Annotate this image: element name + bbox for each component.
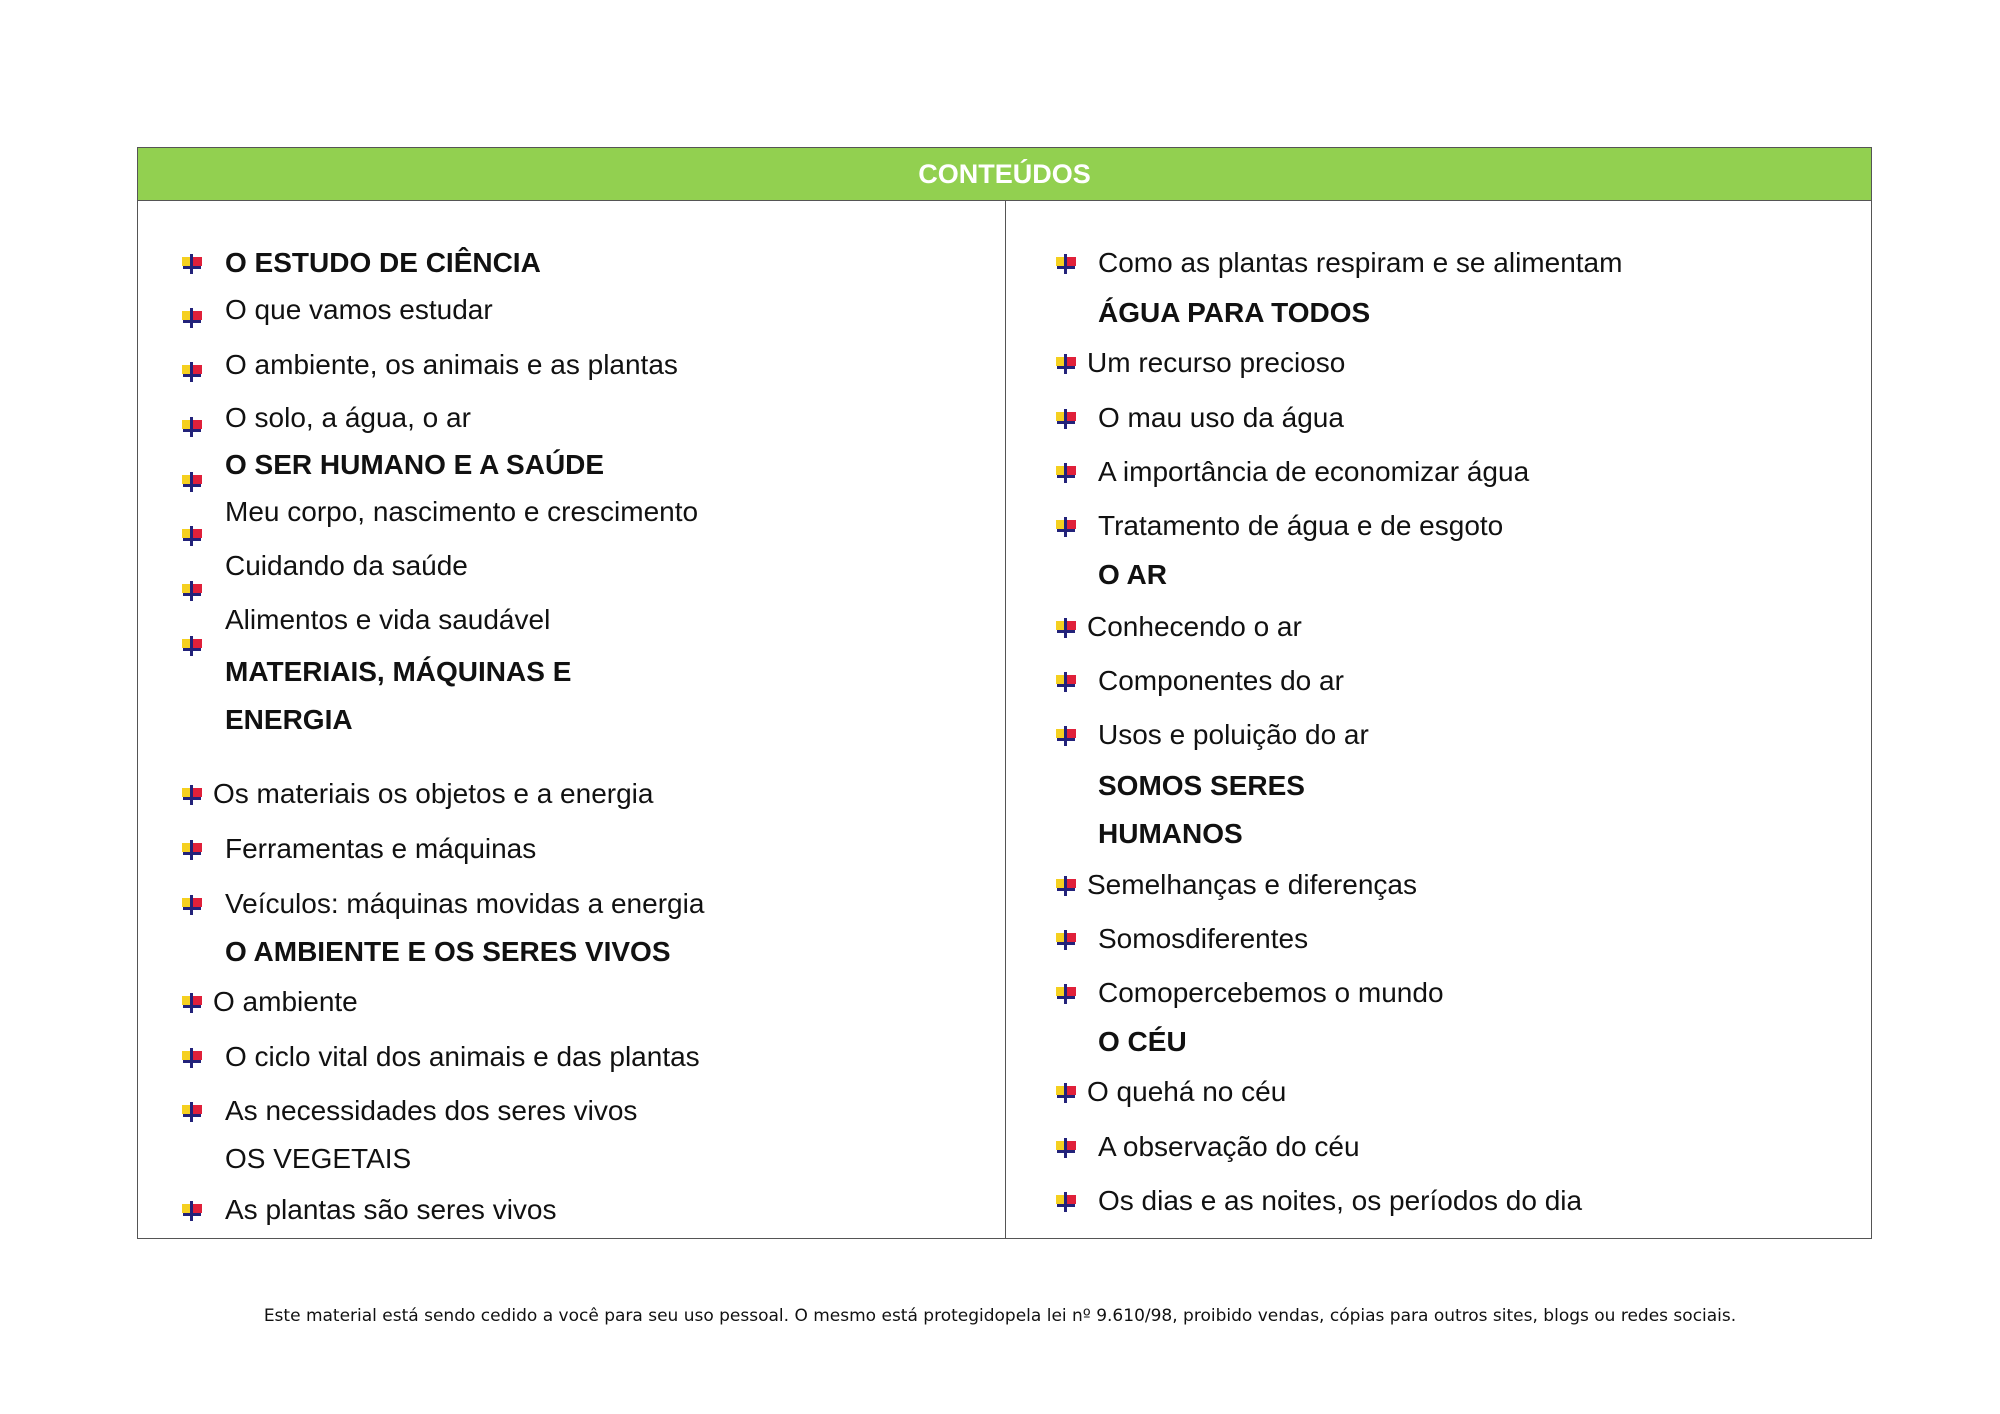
section-heading: O SER HUMANO E A SAÚDE	[225, 449, 605, 480]
colored-cross-bullet-icon	[181, 785, 203, 807]
column-divider	[1005, 200, 1006, 1238]
list-item: Alimentos e vida saudável	[225, 604, 551, 635]
colored-cross-bullet-icon	[181, 581, 203, 603]
colored-cross-bullet-icon	[1055, 876, 1077, 898]
colored-cross-bullet-icon	[1055, 463, 1077, 485]
colored-cross-bullet-icon	[181, 895, 203, 917]
section-heading: SOMOS SERES	[1098, 770, 1305, 801]
colored-cross-bullet-icon	[181, 840, 203, 862]
list-item: Conhecendo o ar	[1087, 611, 1302, 642]
colored-cross-bullet-icon	[1055, 1138, 1077, 1160]
list-item: Comopercebemos o mundo	[1098, 977, 1444, 1008]
colored-cross-bullet-icon	[181, 1201, 203, 1223]
list-item: Componentes do ar	[1098, 665, 1344, 696]
section-heading: MATERIAIS, MÁQUINAS E	[225, 656, 572, 687]
section-heading: O CÉU	[1098, 1026, 1187, 1057]
list-item: O mau uso da água	[1098, 402, 1344, 433]
list-item: Os dias e as noites, os períodos do dia	[1098, 1185, 1583, 1216]
section-heading: ENERGIA	[225, 704, 353, 735]
list-item: Usos e poluição do ar	[1098, 719, 1369, 750]
colored-cross-bullet-icon	[181, 526, 203, 548]
colored-cross-bullet-icon	[181, 417, 203, 439]
copyright-footer: Este material está sendo cedido a você para seu uso pessoal. O mesmo está protegidopela lei nº 9.610/98, proibido vendas, cópias para outros sites, blogs ou redes sociais.	[263, 1306, 1737, 1326]
colored-cross-bullet-icon	[1055, 726, 1077, 748]
list-item: A importância de economizar água	[1098, 456, 1530, 487]
colored-cross-bullet-icon	[1055, 672, 1077, 694]
colored-cross-bullet-icon	[181, 308, 203, 330]
list-item: As necessidades dos seres vivos	[225, 1095, 638, 1126]
colored-cross-bullet-icon	[1055, 1192, 1077, 1214]
section-heading: ÁGUA PARA TODOS	[1098, 297, 1371, 328]
list-item: Tratamento de água e de esgoto	[1098, 510, 1504, 541]
list-item: O ambiente, os animais e as plantas	[225, 349, 678, 380]
section-heading: O AMBIENTE E OS SERES VIVOS	[225, 936, 671, 967]
list-item: Meu corpo, nascimento e crescimento	[225, 496, 699, 527]
colored-cross-bullet-icon	[181, 636, 203, 658]
colored-cross-bullet-icon	[1055, 517, 1077, 539]
colored-cross-bullet-icon	[181, 1102, 203, 1124]
list-item: Ferramentas e máquinas	[225, 833, 537, 864]
list-item: Veículos: máquinas movidas a energia	[225, 888, 705, 919]
list-item: Os materiais os objetos e a energia	[213, 778, 654, 809]
colored-cross-bullet-icon	[181, 993, 203, 1015]
list-item: O ESTUDO DE CIÊNCIA	[225, 247, 541, 278]
list-item: As plantas são seres vivos	[225, 1194, 557, 1225]
header-title: CONTEÚDOS	[918, 158, 1091, 189]
colored-cross-bullet-icon	[1055, 354, 1077, 376]
colored-cross-bullet-icon	[181, 1048, 203, 1070]
colored-cross-bullet-icon	[1055, 930, 1077, 952]
list-item: Semelhanças e diferenças	[1087, 869, 1417, 900]
list-item: O ciclo vital dos animais e das plantas	[225, 1041, 700, 1072]
colored-cross-bullet-icon	[181, 362, 203, 384]
colored-cross-bullet-icon	[181, 254, 203, 276]
section-heading: HUMANOS	[1098, 818, 1243, 849]
colored-cross-bullet-icon	[1055, 1083, 1077, 1105]
list-item: O ambiente	[213, 986, 358, 1017]
colored-cross-bullet-icon	[1055, 618, 1077, 640]
table-header	[138, 148, 1871, 201]
colored-cross-bullet-icon	[181, 472, 203, 494]
list-item: O solo, a água, o ar	[225, 402, 471, 433]
list-item: Como as plantas respiram e se alimentam	[1098, 247, 1623, 278]
colored-cross-bullet-icon	[1055, 409, 1077, 431]
list-item: Um recurso precioso	[1087, 347, 1346, 378]
list-item: O que vamos estudar	[225, 294, 493, 325]
section-heading: O AR	[1098, 559, 1167, 590]
colored-cross-bullet-icon	[1055, 984, 1077, 1006]
colored-cross-bullet-icon	[1055, 254, 1077, 276]
list-item: OS VEGETAIS	[225, 1143, 412, 1174]
list-item: O quehá no céu	[1087, 1076, 1287, 1107]
list-item: A observação do céu	[1098, 1131, 1360, 1162]
list-item: Somosdiferentes	[1098, 923, 1309, 954]
list-item: Cuidando da saúde	[225, 550, 468, 581]
